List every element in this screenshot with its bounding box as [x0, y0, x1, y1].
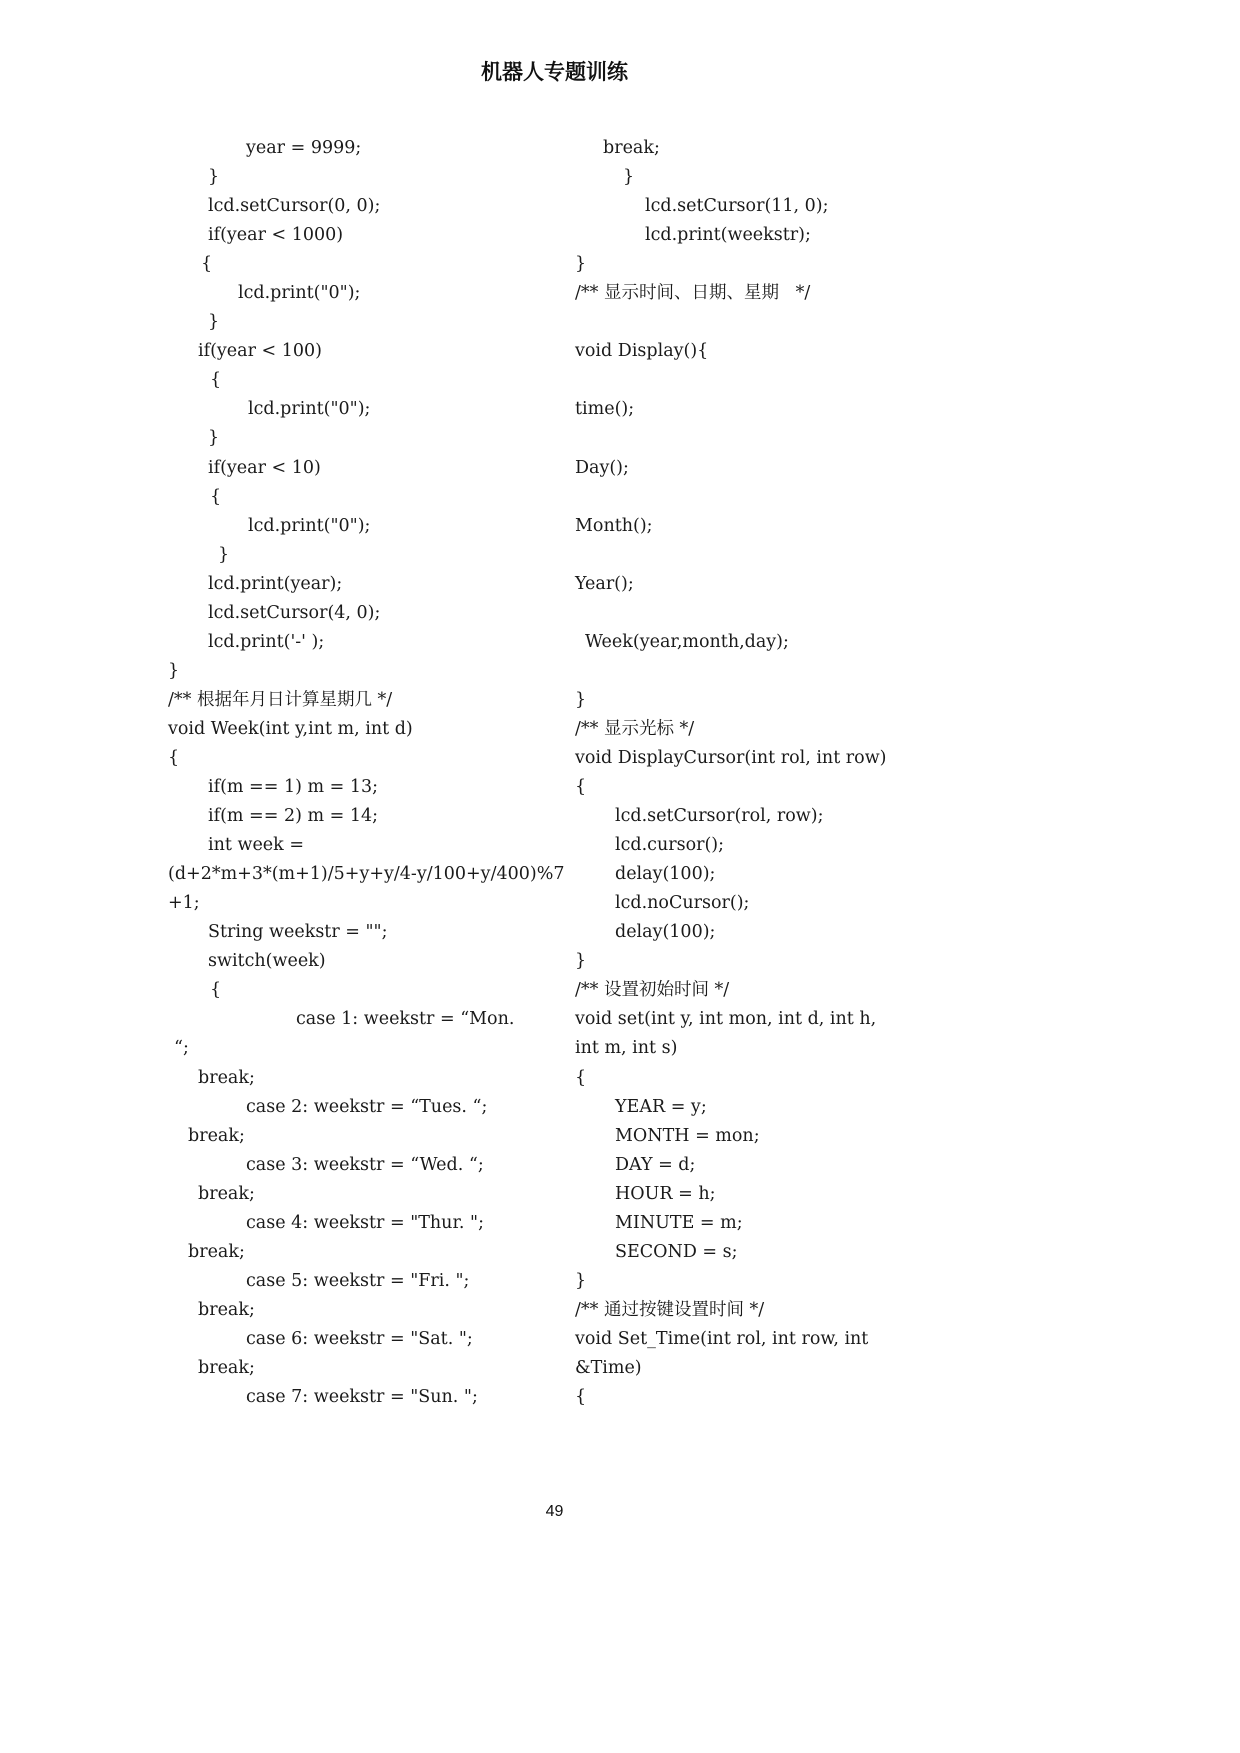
code-line: {	[168, 747, 180, 768]
code-line: year = 9999;	[246, 138, 362, 158]
code-line	[575, 541, 995, 570]
code-line: lcd.print("0");	[238, 283, 361, 304]
code-line: Week(year,month,day);	[585, 631, 789, 652]
code-line: case 4: weekstr = "Thur. ";	[246, 1212, 484, 1233]
code-line: }	[575, 951, 587, 972]
code-line: }	[575, 689, 587, 710]
code-line: int week =	[208, 835, 304, 856]
code-line: YEAR = y;	[615, 1096, 707, 1117]
code-line: }	[218, 544, 230, 565]
code-line: break;	[188, 1241, 245, 1262]
code-line: {	[210, 980, 222, 1001]
code-line: &Time)	[575, 1357, 642, 1378]
code-line: lcd.setCursor(rol, row);	[615, 806, 824, 827]
code-line: SECOND = s;	[615, 1241, 738, 1262]
code-line	[575, 366, 995, 395]
code-line: }	[168, 660, 180, 681]
code-line: lcd.print("0");	[248, 515, 371, 536]
code-line: void Week(int y,int m, int d)	[168, 718, 413, 739]
code-line: /** 显示时间、日期、星期 */	[575, 283, 811, 304]
code-line: MONTH = mon;	[615, 1125, 760, 1146]
code-line: switch(week)	[208, 951, 326, 972]
code-line: }	[623, 167, 635, 188]
code-line: break;	[198, 1357, 255, 1378]
code-line: lcd.setCursor(0, 0);	[208, 196, 381, 217]
code-line: int m, int s)	[575, 1038, 678, 1059]
code-line: /** 根据年月日计算星期几 */	[168, 689, 393, 710]
code-line: {	[210, 370, 222, 391]
code-line: break;	[188, 1125, 245, 1146]
code-line: HOUR = h;	[615, 1183, 716, 1204]
code-line: (d+2*m+3*(m+1)/5+y+y/4-y/100+y/400)%7	[168, 864, 565, 885]
code-line	[575, 657, 995, 686]
code-line: /** 通过按键设置时间 */	[575, 1299, 765, 1320]
code-line: lcd.setCursor(4, 0);	[208, 602, 381, 623]
code-line: “;	[174, 1038, 189, 1059]
code-line	[575, 308, 995, 337]
code-line: lcd.print(year);	[208, 573, 343, 594]
code-line: void DisplayCursor(int rol, int row)	[575, 747, 887, 768]
code-line: break;	[198, 1067, 255, 1088]
code-line: {	[575, 1067, 587, 1088]
code-line: case 2: weekstr = “Tues. “;	[246, 1096, 488, 1117]
code-line: void set(int y, int mon, int d, int h,	[575, 1009, 877, 1030]
code-line: lcd.print("0");	[248, 399, 371, 420]
code-line: case 7: weekstr = "Sun. ";	[246, 1387, 478, 1408]
code-line: void Set_Time(int rol, int row, int	[575, 1328, 869, 1349]
code-line: Month();	[575, 515, 653, 536]
code-line: case 5: weekstr = "Fri. ";	[246, 1270, 470, 1291]
code-line: {	[575, 1387, 587, 1408]
code-line: case 1: weekstr = “Mon.	[296, 1009, 515, 1030]
code-line: +1;	[168, 893, 200, 914]
code-line: time();	[575, 399, 635, 420]
code-line: }	[208, 428, 220, 449]
code-line: if(m == 1) m = 13;	[208, 777, 379, 798]
code-column-left	[168, 134, 568, 1412]
code-line: lcd.print(weekstr);	[645, 225, 811, 246]
page-title: 机器人专题训练	[481, 60, 628, 84]
code-line: }	[575, 1270, 587, 1291]
code-line: }	[208, 167, 220, 188]
code-line: {	[210, 486, 222, 507]
code-line	[575, 424, 995, 453]
code-line: if(year < 1000)	[208, 225, 344, 246]
code-line: lcd.cursor();	[615, 835, 725, 856]
code-line: if(year < 100)	[198, 341, 322, 362]
code-line: if(year < 10)	[208, 457, 321, 478]
code-line: void Display(){	[575, 341, 709, 362]
code-line: if(m == 2) m = 14;	[208, 806, 379, 827]
code-column-right	[575, 134, 995, 1412]
code-line: Day();	[575, 457, 629, 478]
page-number: 49	[545, 1503, 564, 1520]
code-line: String weekstr = "";	[208, 922, 388, 943]
code-line: /** 设置初始时间 */	[575, 980, 730, 1001]
code-line: break;	[603, 138, 660, 158]
code-line: Year();	[575, 573, 634, 594]
code-line	[575, 599, 995, 628]
code-line: break;	[198, 1299, 255, 1320]
code-line: DAY = d;	[615, 1154, 696, 1175]
code-line: break;	[198, 1183, 255, 1204]
code-line: delay(100);	[615, 922, 716, 943]
code-line: {	[201, 254, 213, 275]
code-line: lcd.setCursor(11, 0);	[645, 196, 829, 217]
code-line: }	[575, 254, 587, 275]
code-line: lcd.noCursor();	[615, 893, 750, 914]
code-line	[575, 483, 995, 512]
code-line: case 3: weekstr = “Wed. “;	[246, 1154, 484, 1175]
code-line: /** 显示光标 */	[575, 718, 695, 739]
code-line: MINUTE = m;	[615, 1212, 743, 1233]
code-line: case 6: weekstr = "Sat. ";	[246, 1328, 473, 1349]
code-line: {	[575, 777, 587, 798]
code-line: }	[208, 312, 220, 333]
code-line: lcd.print('-' );	[208, 631, 325, 652]
code-line: delay(100);	[615, 864, 716, 885]
